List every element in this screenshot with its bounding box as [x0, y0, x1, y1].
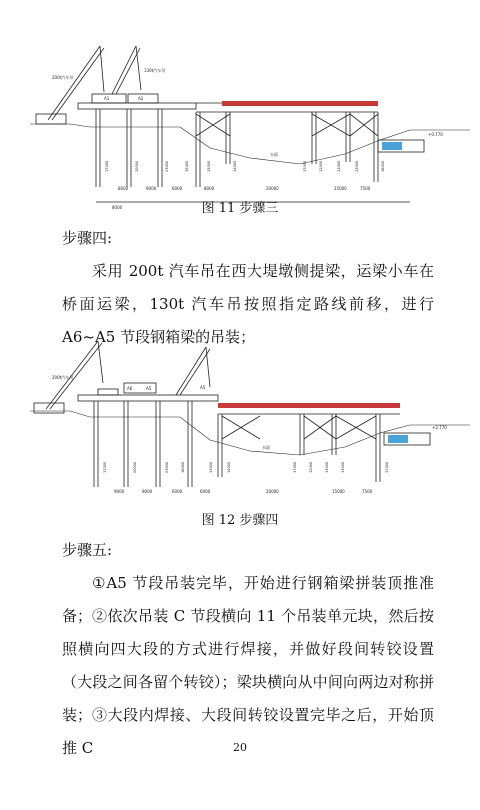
dim-label: 6000	[200, 489, 211, 494]
dim-label: 20000	[266, 186, 279, 191]
label-crane-130t: 130t汽车吊	[144, 68, 166, 73]
dim-label: 15000	[334, 186, 347, 191]
pile-label: 17000	[105, 160, 109, 172]
label-water: 水面	[270, 152, 278, 157]
label-crane-200t: 200t汽车吊	[52, 375, 74, 380]
label-a5-crane: A5	[200, 385, 206, 390]
dim-label: 20000	[266, 489, 279, 494]
pile-label: 14000	[227, 461, 231, 473]
dim-label: 9000	[114, 489, 125, 494]
label-elevation: +0.770	[428, 132, 443, 137]
pile-label: 15000	[185, 160, 189, 172]
dim-label: 8000	[118, 186, 129, 191]
pile-label: 17000	[293, 461, 297, 473]
pile-label: 13000	[341, 461, 345, 473]
dim-label: 7500	[360, 186, 371, 191]
label-a1: A1	[104, 96, 110, 101]
water-marker	[382, 142, 402, 150]
water-marker	[388, 435, 408, 443]
dim-label: 9000	[142, 489, 153, 494]
step4-paragraph: 采用 200t 汽车吊在西大堤墩侧提梁，运梁小车在桥面运梁，130t 汽车吊按照指定路线前移，进行 A6~A5 节段钢箱梁的吊装；	[62, 262, 434, 346]
pile-label: 20000	[135, 160, 139, 172]
step5-heading: 步骤五:	[62, 541, 113, 559]
label-a2: A2	[138, 96, 144, 101]
pile-label: 13000	[337, 160, 341, 172]
pile-label: 23000	[165, 461, 169, 473]
page-number: 20	[233, 741, 247, 754]
dim-label: 7500	[362, 489, 373, 494]
steel-girder-red	[222, 101, 378, 106]
pile-label: 17000	[303, 160, 307, 172]
step5-item-3: ③大段内焊接、大段间转铰设置完毕之后，开始顶推 C	[62, 706, 434, 757]
figure-12-drawing	[0, 337, 480, 499]
pile-label: 14000	[233, 160, 237, 172]
dim-label: 9000	[146, 186, 157, 191]
label-a5: A5	[146, 386, 152, 391]
dim-label: 8000	[204, 186, 215, 191]
dim-label: 6000	[172, 186, 183, 191]
step5-item-2: ②依次吊装 C 节段横向 11 个吊装单元块，然后按照横向四大段的方式进行焊接，并做好段间转铰设置（大段之间各留个转铰）；梁块横向从中间向两边对称拼装；	[62, 607, 434, 724]
dim-label: 6000	[172, 489, 183, 494]
step5-item-1: ①A5 节段吊装完毕，开始进行钢箱梁拼装顶推准备；	[62, 574, 434, 625]
pile-label: 18000	[181, 461, 185, 473]
pile-label: 12000	[319, 160, 323, 172]
figure-12-caption: 图 12 步骤四	[201, 513, 279, 528]
pile-label: 12000	[309, 461, 313, 473]
label-a6: A6	[127, 386, 133, 391]
pile-label: 18000	[381, 160, 385, 172]
pile-label: 17000	[385, 461, 389, 473]
step4-heading: 步骤四:	[62, 229, 113, 247]
pile-label: 13000	[355, 160, 359, 172]
label-crane-200t: 200t汽车吊	[52, 75, 74, 80]
pile-label: 17000	[103, 461, 107, 473]
label-water: 水面	[262, 445, 270, 450]
pile-label: 23000	[165, 160, 169, 172]
pile-label: 13000	[207, 160, 211, 172]
dim-label: 15000	[332, 489, 345, 494]
figure-11-caption: 图 11 步骤三	[201, 201, 279, 216]
pile-label: 20000	[133, 461, 137, 473]
steel-girder-red	[218, 403, 400, 408]
pile-label: 13000	[325, 461, 329, 473]
label-elevation: +2.770	[432, 425, 447, 430]
dim-label: 8000	[112, 205, 123, 210]
pile-label: 13000	[209, 461, 213, 473]
